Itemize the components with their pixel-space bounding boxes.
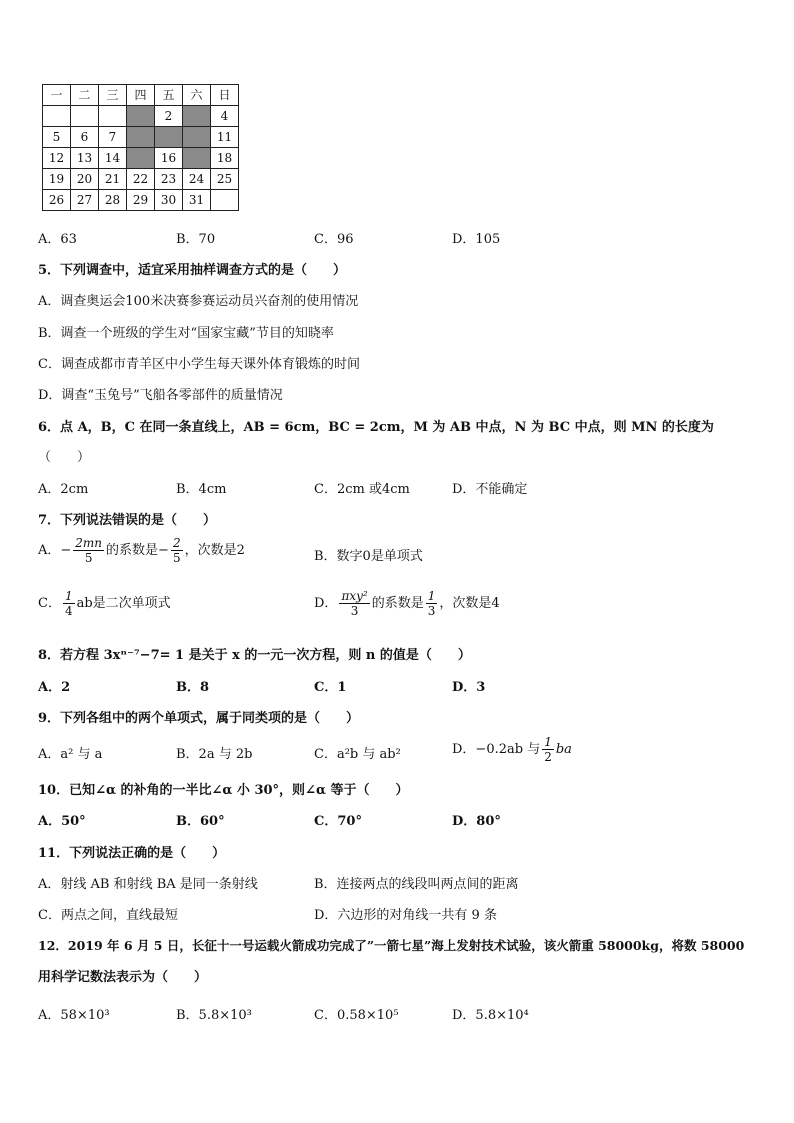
calendar-header: 三 xyxy=(99,85,127,106)
q8-stem: 8．若方程 3xⁿ⁻⁷−7= 1 是关于 x 的一元一次方程，则 n 的值是（ ） xyxy=(38,648,471,663)
q7-a-numerator: 2mn xyxy=(75,536,103,550)
q7-a-middle: 的系数是− xyxy=(106,543,169,558)
q7-d-numerator: πxy² xyxy=(341,589,368,603)
q5-option-b: B．调查一个班级的学生对“国家宝藏”节目的知晓率 xyxy=(38,326,334,341)
q7-c-prefix: C． xyxy=(38,596,61,611)
q7-a-denominator2: 5 xyxy=(172,551,181,565)
calendar-header: 六 xyxy=(183,85,211,106)
q6-stem-paren: （ ） xyxy=(38,450,91,465)
q9-d-fraction xyxy=(542,735,554,764)
calendar-cell: 20 xyxy=(71,169,99,190)
q12-option-d: D．5.8×10⁴ xyxy=(452,1008,529,1023)
q11-option-a: A．射线 AB 和射线 BA 是同一条射线 xyxy=(38,877,258,892)
calendar-header: 五 xyxy=(155,85,183,106)
calendar-cell: 24 xyxy=(183,169,211,190)
calendar-cell: 25 xyxy=(211,169,239,190)
calendar-cell: 2 xyxy=(155,106,183,127)
calendar-cell: 12 xyxy=(43,148,71,169)
q10-stem: 10．已知∠α 的补角的一半比∠α 小 30°，则∠α 等于（ ） xyxy=(38,783,409,798)
q9-option-c: C．a²b 与 ab² xyxy=(314,747,401,762)
q8-option-d: D．3 xyxy=(452,680,486,695)
q7-a-fraction xyxy=(73,536,104,565)
calendar-cell: 27 xyxy=(71,190,99,211)
calendar-cell: 31 xyxy=(183,190,211,211)
calendar-cell: 18 xyxy=(211,148,239,169)
q9-option-a: A．a² 与 a xyxy=(38,747,103,762)
calendar-cell: 6 xyxy=(71,127,99,148)
q7-d-denominator2: 3 xyxy=(427,604,436,618)
calendar-header: 一 xyxy=(43,85,71,106)
q12-stem-line2: 用科学记数法表示为（ ） xyxy=(38,970,208,985)
calendar-cell xyxy=(43,106,71,127)
calendar-cell-shaded xyxy=(127,148,155,169)
q9-d-prefix: D．−0.2ab 与 xyxy=(452,742,541,757)
calendar-cell: 16 xyxy=(155,148,183,169)
q9-d-suffix: ba xyxy=(555,742,572,757)
q7-c-suffix: ab是二次单项式 xyxy=(76,596,171,611)
calendar-cell: 13 xyxy=(71,148,99,169)
calendar-cell: 21 xyxy=(99,169,127,190)
calendar-cell: 5 xyxy=(43,127,71,148)
q9-d-numerator: 1 xyxy=(544,735,552,749)
q7-c-denominator: 4 xyxy=(64,604,73,618)
calendar-cell: 14 xyxy=(99,148,127,169)
q10-option-d: D．80° xyxy=(452,814,501,829)
calendar-cell-shaded xyxy=(155,127,183,148)
q7-a-denominator: 5 xyxy=(84,551,93,565)
q8-option-a: A．2 xyxy=(38,680,71,695)
q9-option-d xyxy=(452,735,572,764)
q7-d-suffix: ，次数是4 xyxy=(439,596,500,611)
calendar-cell xyxy=(211,190,239,211)
q6-stem: 6．点 A，B，C 在同一条直线上，AB = 6cm，BC = 2cm，M 为 AB 中点，N 为 BC 中点，则 MN 的长度为 xyxy=(38,420,714,435)
q11-option-d: D．六边形的对角线一共有 9 条 xyxy=(314,908,497,923)
q7-option-c xyxy=(38,589,171,618)
calendar-cell: 11 xyxy=(211,127,239,148)
calendar-cell: 22 xyxy=(127,169,155,190)
q9-stem: 9．下列各组中的两个单项式，属于同类项的是（ ） xyxy=(38,711,360,726)
q7-option-a xyxy=(38,536,245,565)
q4-option-d: D．105 xyxy=(452,232,501,247)
q11-option-c: C．两点之间，直线最短 xyxy=(38,908,178,923)
q5-option-d: D．调查“玉兔号”飞船各零部件的质量情况 xyxy=(38,388,283,403)
calendar-cell: 26 xyxy=(43,190,71,211)
q12-option-c: C．0.58×10⁵ xyxy=(314,1008,399,1023)
calendar-cell xyxy=(71,106,99,127)
q7-a-numerator2: 2 xyxy=(172,536,181,550)
calendar-cell: 7 xyxy=(99,127,127,148)
q7-c-numerator: 1 xyxy=(64,589,73,603)
calendar-cell-shaded xyxy=(183,148,211,169)
calendar-cell: 28 xyxy=(99,190,127,211)
q5-stem: 5．下列调查中，适宜采用抽样调查方式的是（ ） xyxy=(38,263,347,278)
calendar-header: 四 xyxy=(127,85,155,106)
calendar-header: 二 xyxy=(71,85,99,106)
q6-option-b: B．4cm xyxy=(176,482,227,497)
q6-option-a: A．2cm xyxy=(38,482,89,497)
calendar-cell: 23 xyxy=(155,169,183,190)
q7-option-b: B．数字0是单项式 xyxy=(314,549,423,564)
q4-option-b: B．70 xyxy=(176,232,216,247)
calendar-cell-shaded xyxy=(127,106,155,127)
q6-option-c: C．2cm 或4cm xyxy=(314,482,410,497)
calendar-table xyxy=(42,84,239,211)
calendar-cell: 30 xyxy=(155,190,183,211)
q6-option-d: D．不能确定 xyxy=(452,482,528,497)
calendar-header: 日 xyxy=(211,85,239,106)
q7-option-d xyxy=(314,589,500,618)
q10-option-a: A．50° xyxy=(38,814,86,829)
q8-option-c: C．1 xyxy=(314,680,347,695)
calendar-cell: 29 xyxy=(127,190,155,211)
q10-option-c: C．70° xyxy=(314,814,362,829)
q5-option-a: A．调查奥运会100米决赛参赛运动员兴奋剂的使用情况 xyxy=(38,294,359,309)
q7-a-prefix: A．− xyxy=(38,543,72,558)
q8-option-b: B．8 xyxy=(176,680,210,695)
q7-stem: 7．下列说法错误的是（ ） xyxy=(38,513,217,528)
q7-a-fraction2 xyxy=(171,536,183,565)
q12-option-b: B．5.8×10³ xyxy=(176,1008,252,1023)
calendar-cell-shaded xyxy=(183,106,211,127)
q4-option-c: C．96 xyxy=(314,232,354,247)
calendar-cell xyxy=(99,106,127,127)
q7-d-fraction xyxy=(339,589,369,618)
calendar-cell: 19 xyxy=(43,169,71,190)
q12-option-a: A．58×10³ xyxy=(38,1008,110,1023)
calendar-cell-shaded xyxy=(183,127,211,148)
q7-c-fraction xyxy=(63,589,75,618)
q4-option-a: A．63 xyxy=(38,232,77,247)
q7-d-fraction2 xyxy=(426,589,438,618)
q7-d-numerator2: 1 xyxy=(427,589,436,603)
q9-option-b: B．2a 与 2b xyxy=(176,747,253,762)
q11-option-b: B．连接两点的线段叫两点间的距离 xyxy=(314,877,519,892)
q7-d-prefix: D． xyxy=(314,596,338,611)
q7-d-middle: 的系数是 xyxy=(371,596,424,611)
calendar-cell-shaded xyxy=(127,127,155,148)
q11-stem: 11．下列说法正确的是（ ） xyxy=(38,846,226,861)
q9-d-denominator: 2 xyxy=(544,750,552,764)
calendar-cell: 4 xyxy=(211,106,239,127)
q7-d-denominator: 3 xyxy=(350,604,359,618)
q10-option-b: B．60° xyxy=(176,814,225,829)
q5-option-c: C．调查成都市青羊区中小学生每天课外体育锻炼的时间 xyxy=(38,357,360,372)
q12-stem: 12．2019 年 6 月 5 日，长征十一号运载火箭成功完成了”一箭七星”海上发射技术试验，该火箭重 58000kg，将数 58000 xyxy=(38,938,745,953)
q7-a-suffix: ，次数是2 xyxy=(184,543,245,558)
